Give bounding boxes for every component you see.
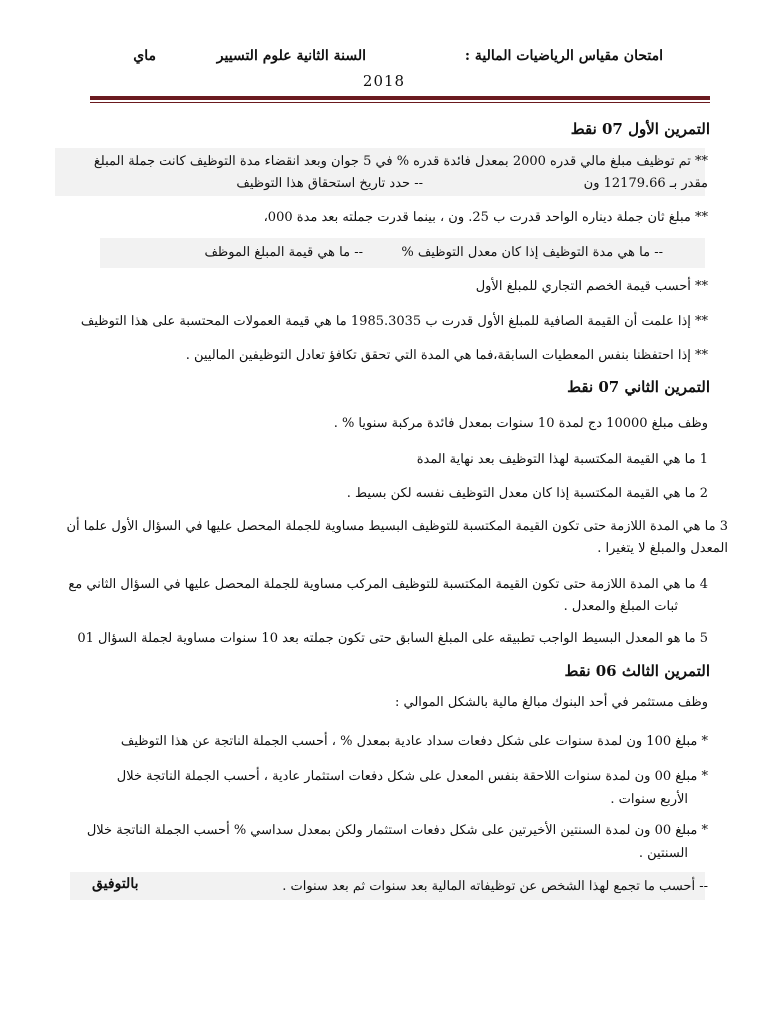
exercise-3-title: التمرين الثالث 06 نقط xyxy=(564,662,710,680)
exam-level: السنة الثانية علوم التسيير xyxy=(216,48,366,64)
ex1-question-date: -- حدد تاريخ استحقاق هذا التوظيف xyxy=(236,176,423,191)
ex3-item-1: * مبلغ 100 ون لمدة سنوات على شكل دفعات سداد عادية بمعدل % ، أحسب الجملة الناتجة عن هذا التوظيف xyxy=(120,734,708,749)
exam-year: 2018 xyxy=(362,72,406,90)
exercise-1-title: التمرين الأول 07 نقط xyxy=(570,120,710,138)
ex3-item-2-line-1: * مبلغ 00 ون لمدة سنوات اللاحقة بنفس المعدل على شكل دفعات استثمار عادية ، أحسب الجملة الناتجة خلال xyxy=(116,769,708,784)
ex3-intro: وظف مستثمر في أحد البنوك مبالغ مالية بالشكل الموالي : xyxy=(395,695,708,710)
ex2-intro: وظف مبلغ 10000 دج لمدة 10 سنوات بمعدل فائدة مركبة سنويا % . xyxy=(333,416,708,431)
header-rule xyxy=(90,96,710,100)
ex2-question-4-line-2: ثبات المبلغ والمعدل . xyxy=(563,599,678,614)
ex2-question-3-line-2: المعدل والمبلغ لا يتغيرا . xyxy=(597,541,728,556)
ex1-paragraph-5: ** إذا احتفظنا بنفس المعطيات السابقة،فما هي المدة التي تحقق تكافؤ تعادل التوظيفين الماليين . xyxy=(185,348,708,363)
ex1-paragraph-2: ** مبلغ ثان جملة ديناره الواحد قدرت ب 25. ون ، بينما قدرت جملته بعد مدة 000، xyxy=(263,210,708,225)
ex1-paragraph-4: ** إذا علمت أن القيمة الصافية للمبلغ الأول قدرت ب 1985.3035 ما هي قيمة العمولات المحتسبة على هذا التوظيف xyxy=(80,314,708,329)
exam-title: امتحان مقياس الرياضيات المالية : xyxy=(464,48,663,64)
exercise-2-title: التمرين الثاني 07 نقط xyxy=(567,378,710,396)
ex1-paragraph-3: ** أحسب قيمة الخصم التجاري للمبلغ الأول xyxy=(475,279,708,294)
closing-good-luck: بالتوفيق xyxy=(92,876,139,892)
ex3-item-2-line-2: الأربع سنوات . xyxy=(610,792,688,807)
ex2-question-1: 1 ما هي القيمة المكتسبة لهذا التوظيف بعد نهاية المدة xyxy=(416,452,708,467)
header-rule-thin xyxy=(90,102,710,103)
ex2-question-3-line-1: 3 ما هي المدة اللازمة حتى تكون القيمة المكتسبة للتوظيف البسيط مساوية للجملة المحصل عليها في السؤال الأول علما أن xyxy=(66,519,728,534)
ex1-question-amount: -- ما هي قيمة المبلغ الموظف xyxy=(204,245,363,260)
ex3-item-3-line-2: السنتين . xyxy=(638,846,688,861)
ex3-item-3-line-1: * مبلغ 00 ون لمدة السنتين الأخيرتين على شكل دفعات استثمار ولكن بمعدل سداسي % أحسب الجملة الناتجة خلال xyxy=(86,823,708,838)
exam-month: ماي xyxy=(133,48,156,64)
ex2-question-2: 2 ما هي القيمة المكتسبة إذا كان معدل التوظيف نفسه لكن بسيط . xyxy=(346,486,708,501)
ex2-question-5: 5 ما هو المعدل البسيط الواجب تطبيقه على المبلغ السابق حتى تكون جملته بعد 10 سنوات مساوية لجملة السؤال 01 xyxy=(77,631,708,646)
ex1-question-duration: -- ما هي مدة التوظيف إذا كان معدل التوظيف % xyxy=(401,245,663,260)
ex1-paragraph-1-line-1: ** تم توظيف مبلغ مالي قدره 2000 بمعدل فائدة قدره % في 5 جوان وبعد انقضاء مدة التوظيف كانت جملة المبلغ xyxy=(93,154,708,169)
ex2-question-4-line-1: 4 ما هي المدة اللازمة حتى تكون القيمة المكتسبة للتوظيف المركب مساوية للجملة المحصل عليها في السؤال الثاني مع xyxy=(68,577,708,592)
ex1-paragraph-1-line-2: مقدر بـ 12179.66 ون xyxy=(583,176,708,191)
ex3-final-question: -- أحسب ما تجمع لهذا الشخص عن توظيفاته المالية بعد سنوات ثم بعد سنوات . xyxy=(282,879,708,894)
